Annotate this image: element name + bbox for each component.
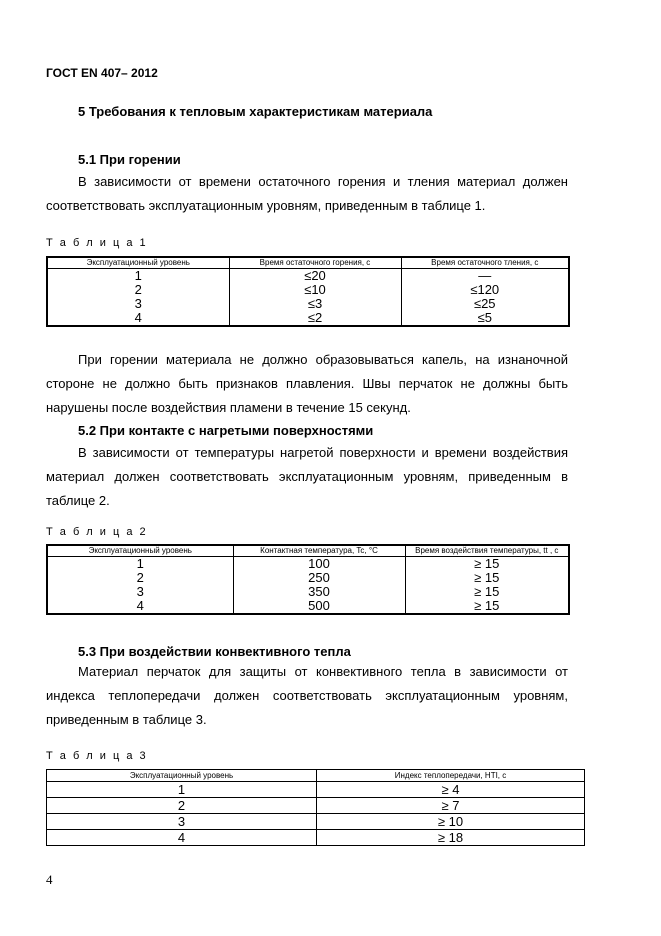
table-cell: 1 xyxy=(47,269,229,284)
document-code: ГОСТ EN 407– 2012 xyxy=(46,66,158,80)
table-cell: 500 xyxy=(233,599,405,614)
table-3-caption: Т а б л и ц а 3 xyxy=(46,750,148,762)
text-line: материал должен соответствовать эксплуатационным уровням, приведенным в xyxy=(46,469,568,484)
table-cell: 4 xyxy=(47,599,233,614)
table-cell: ≤20 xyxy=(229,269,401,284)
text-line: индекса теплопередачи должен соответствовать эксплуатационным уровням, xyxy=(46,688,568,703)
subsection-5-1-paragraph-1 xyxy=(46,170,568,218)
table-cell: 4 xyxy=(47,830,317,846)
table-1 xyxy=(46,256,570,327)
column-header: Индекс теплопередачи, HTI, с xyxy=(317,770,585,782)
table-cell: ≥ 4 xyxy=(317,782,585,798)
table-cell: ≤25 xyxy=(401,297,569,311)
table-cell: ≥ 10 xyxy=(317,814,585,830)
text-line: приведенным в таблице 3. xyxy=(46,712,207,727)
table-cell: ≤2 xyxy=(229,311,401,326)
subsection-5-1-paragraph-2 xyxy=(46,348,568,420)
table-row xyxy=(47,830,585,846)
page-number: 4 xyxy=(46,872,53,887)
table-row xyxy=(47,599,569,614)
table-2-caption: Т а б л и ц а 2 xyxy=(46,526,148,538)
table-cell: 3 xyxy=(47,297,229,311)
column-header: Контактная температура, Tc, °С xyxy=(233,545,405,557)
text-line: В зависимости от температуры нагретой поверхности и времени воздействия xyxy=(78,445,568,460)
table-row xyxy=(47,782,585,798)
column-header: Эксплуатационный уровень xyxy=(47,545,233,557)
subsection-5-2-paragraph xyxy=(46,441,568,513)
table-row xyxy=(47,557,569,572)
table-cell: 100 xyxy=(233,557,405,572)
table-row xyxy=(47,311,569,326)
table-header-row xyxy=(47,545,569,557)
table-cell: ≤10 xyxy=(229,283,401,297)
table-cell: ≥ 15 xyxy=(405,557,569,572)
table-cell: — xyxy=(401,269,569,284)
table-2 xyxy=(46,544,570,615)
text-line: В зависимости от времени остаточного горения и тления материал должен xyxy=(78,174,568,189)
table-cell: ≤5 xyxy=(401,311,569,326)
table-row xyxy=(47,297,569,311)
table-1-caption: Т а б л и ц а 1 xyxy=(46,237,148,249)
table-cell: 2 xyxy=(47,571,233,585)
table-cell: ≥ 7 xyxy=(317,798,585,814)
column-header: Эксплуатационный уровень xyxy=(47,257,229,269)
table-cell: 3 xyxy=(47,814,317,830)
text-line: таблице 2. xyxy=(46,493,110,508)
table-cell: 2 xyxy=(47,283,229,297)
table-row xyxy=(47,283,569,297)
text-line: При горении материала не должно образовываться капель, на изнаночной xyxy=(78,352,568,367)
column-header: Время остаточного горения, с xyxy=(229,257,401,269)
column-header: Эксплуатационный уровень xyxy=(47,770,317,782)
table-cell: ≥ 15 xyxy=(405,571,569,585)
table-cell: 350 xyxy=(233,585,405,599)
table-row xyxy=(47,571,569,585)
text-line: Материал перчаток для защиты от конвективного тепла в зависимости от xyxy=(78,664,568,679)
subsection-5-3-paragraph xyxy=(46,660,568,732)
table-cell: 3 xyxy=(47,585,233,599)
table-row xyxy=(47,585,569,599)
table-cell: ≥ 15 xyxy=(405,585,569,599)
subsection-5-2-title: 5.2 При контакте с нагретыми поверхностями xyxy=(78,423,374,438)
section-5-title: 5 Требования к тепловым характеристикам материала xyxy=(78,104,433,119)
table-cell: 1 xyxy=(47,557,233,572)
table-3 xyxy=(46,769,585,846)
table-cell: 4 xyxy=(47,311,229,326)
table-cell: ≤3 xyxy=(229,297,401,311)
column-header: Время воздействия температуры, tt , с xyxy=(405,545,569,557)
text-line: стороне не должно быть признаков плавления. Швы перчаток не должны быть xyxy=(46,376,568,391)
table-cell: ≤120 xyxy=(401,283,569,297)
subsection-5-3-title: 5.3 При воздействии конвективного тепла xyxy=(78,644,351,659)
table-cell: 250 xyxy=(233,571,405,585)
table-row xyxy=(47,269,569,284)
table-cell: 1 xyxy=(47,782,317,798)
table-row xyxy=(47,814,585,830)
table-header-row xyxy=(47,257,569,269)
table-cell: ≥ 15 xyxy=(405,599,569,614)
column-header: Время остаточного тления, с xyxy=(401,257,569,269)
table-row xyxy=(47,798,585,814)
table-cell: 2 xyxy=(47,798,317,814)
table-header-row xyxy=(47,770,585,782)
subsection-5-1-title: 5.1 При горении xyxy=(78,152,181,167)
text-line: соответствовать эксплуатационным уровням, приведенным в таблице 1. xyxy=(46,198,486,213)
table-cell: ≥ 18 xyxy=(317,830,585,846)
text-line: нарушены после воздействия пламени в течение 15 секунд. xyxy=(46,400,411,415)
